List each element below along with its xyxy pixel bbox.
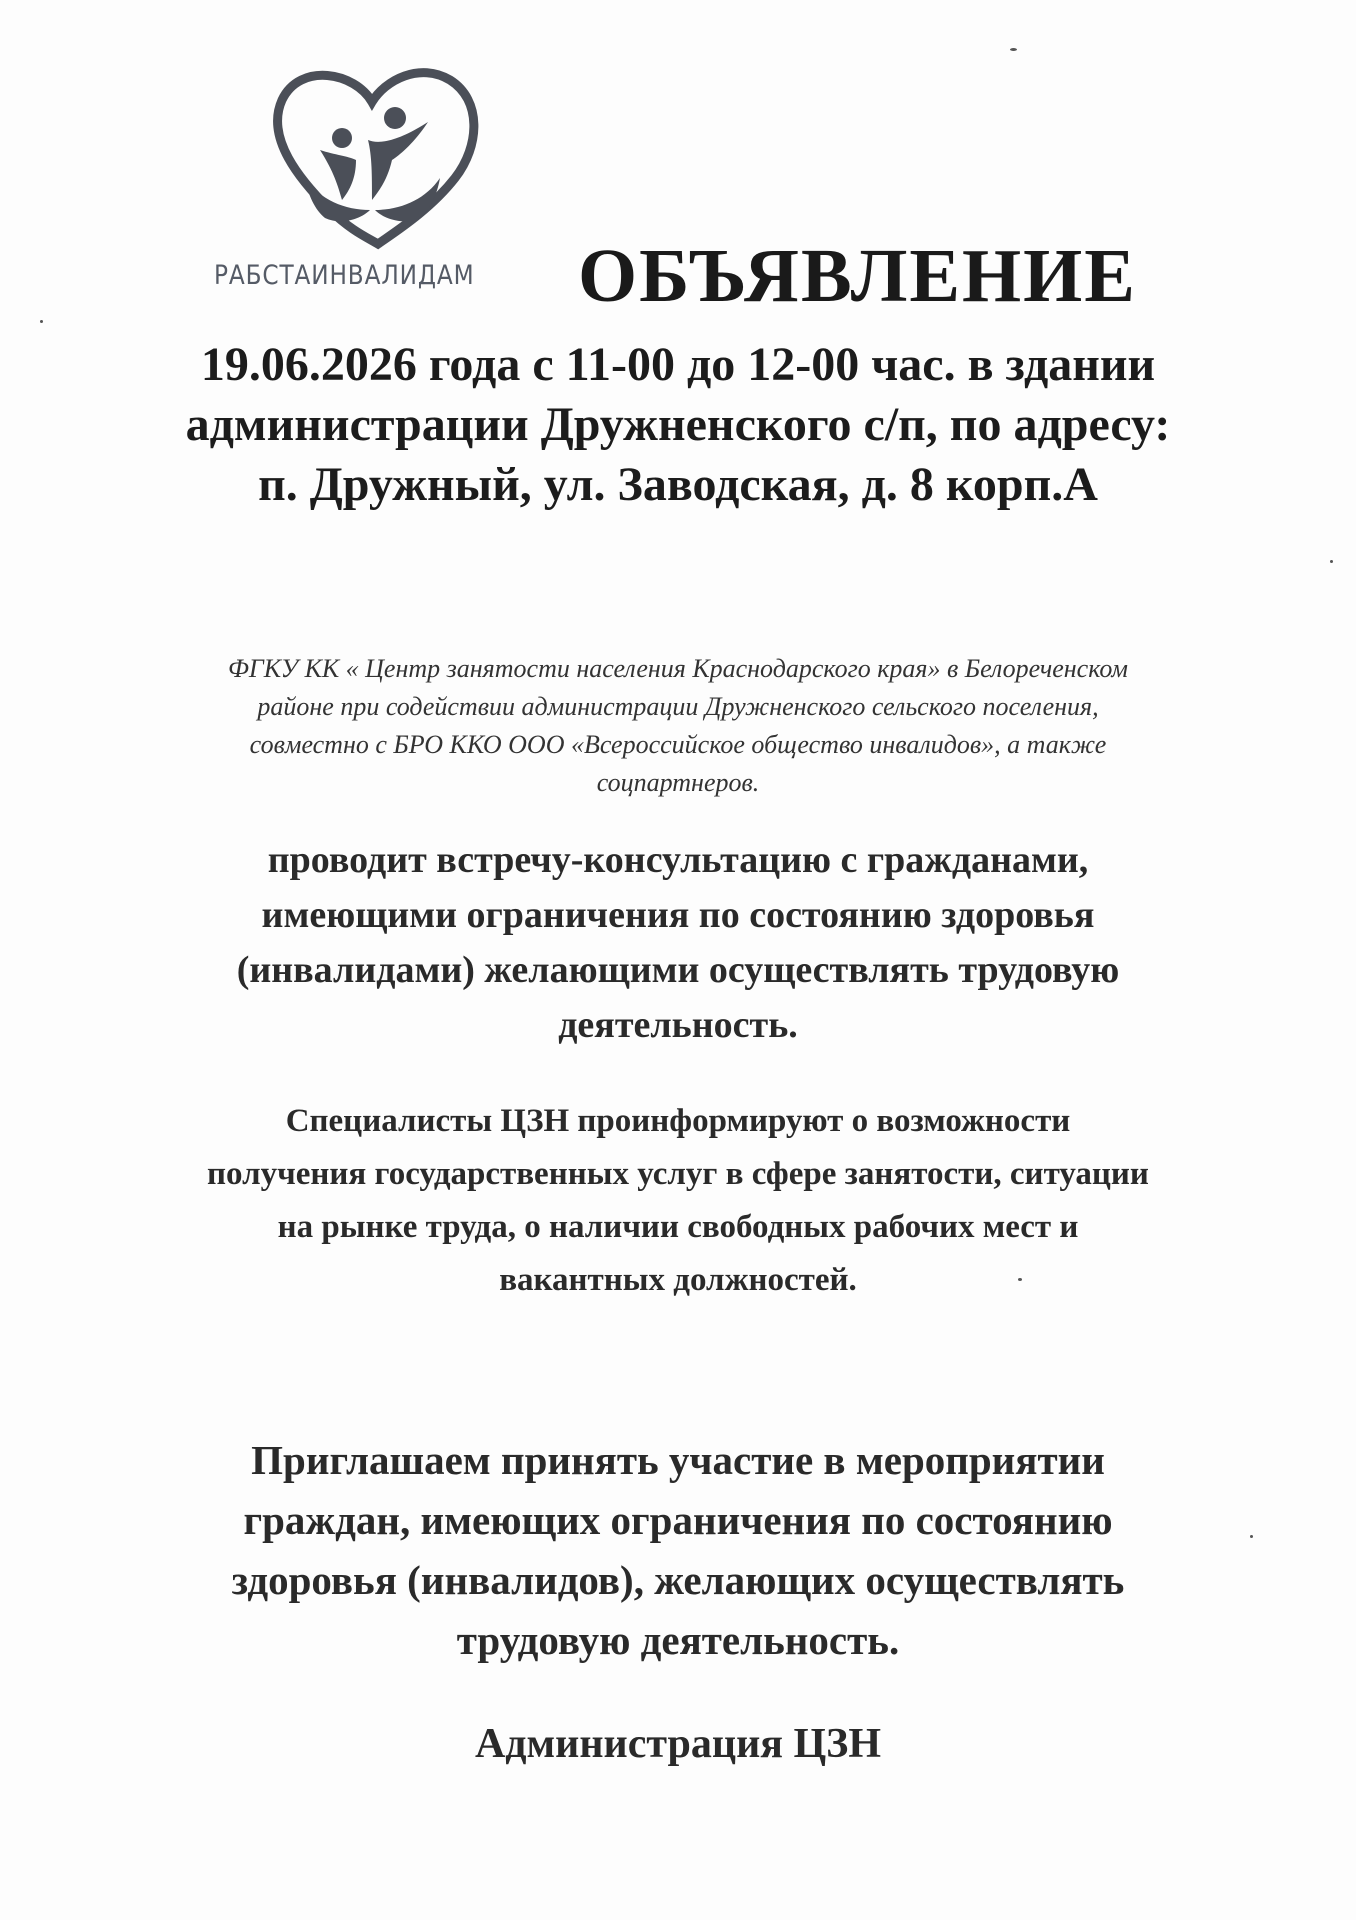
specialists-line: получения государственных услуг в сфере занятости, ситуации [207,1156,1149,1192]
invitation-line: трудовую деятельность. [456,1617,900,1663]
consultation-line: имеющими ограничения по состоянию здоровья [261,894,1095,936]
event-details-line: администрации Дружненского с/п, по адресу: [185,398,1171,451]
invitation-line: граждан, имеющих ограничения по состоянию [243,1497,1113,1543]
specialists-line: Специалисты ЦЗН проинформируют о возможности [285,1103,1071,1139]
specialists-line: на рынке труда, о наличии свободных рабочих мест и [277,1209,1079,1245]
consultation-line: (инвалидами) желающими осуществлять трудовую [236,949,1120,991]
organizers-line: районе при содействии администрации Дружненского сельского поселения, [257,692,1099,721]
organizers-line: ФГКУ КК « Центр занятости населения Краснодарского края» в Белореченском [228,654,1128,683]
specialists-line: вакантных должностей. [499,1262,857,1298]
page-title: ОБЪЯВЛЕНИЕ [578,234,1137,318]
event-details-line: 19.06.2026 года с 11-00 до 12-00 час. в здании [200,338,1156,391]
signature: Администрация ЦЗН [474,1721,882,1767]
specialists-paragraph [0,1095,1356,1307]
event-details [0,335,1356,515]
organizers-line: совместно с БРО ККО ООО «Всероссийское общество инвалидов», а также [249,730,1107,759]
invitation-line: здоровья (инвалидов), желающих осуществлять [231,1557,1125,1603]
scan-speck [1010,48,1017,51]
organizers-paragraph [0,650,1356,802]
invitation-paragraph [0,1430,1356,1670]
organizers-line: соцпартнеров. [596,768,760,797]
logo [200,60,550,310]
consultation-paragraph [0,833,1356,1053]
scan-speck [40,320,43,323]
event-details-line: п. Дружный, ул. Заводская, д. 8 корп.А [258,458,1098,511]
invitation-line: Приглашаем принять участие в мероприятии [251,1437,1105,1483]
scan-speck [1330,560,1333,563]
logo-text: РАБСТАИНВАЛИДАМ [214,260,475,291]
consultation-line: проводит встречу-консультацию с гражданами, [267,839,1089,881]
heart-hands-icon [260,60,490,250]
consultation-line: деятельность. [558,1004,798,1046]
